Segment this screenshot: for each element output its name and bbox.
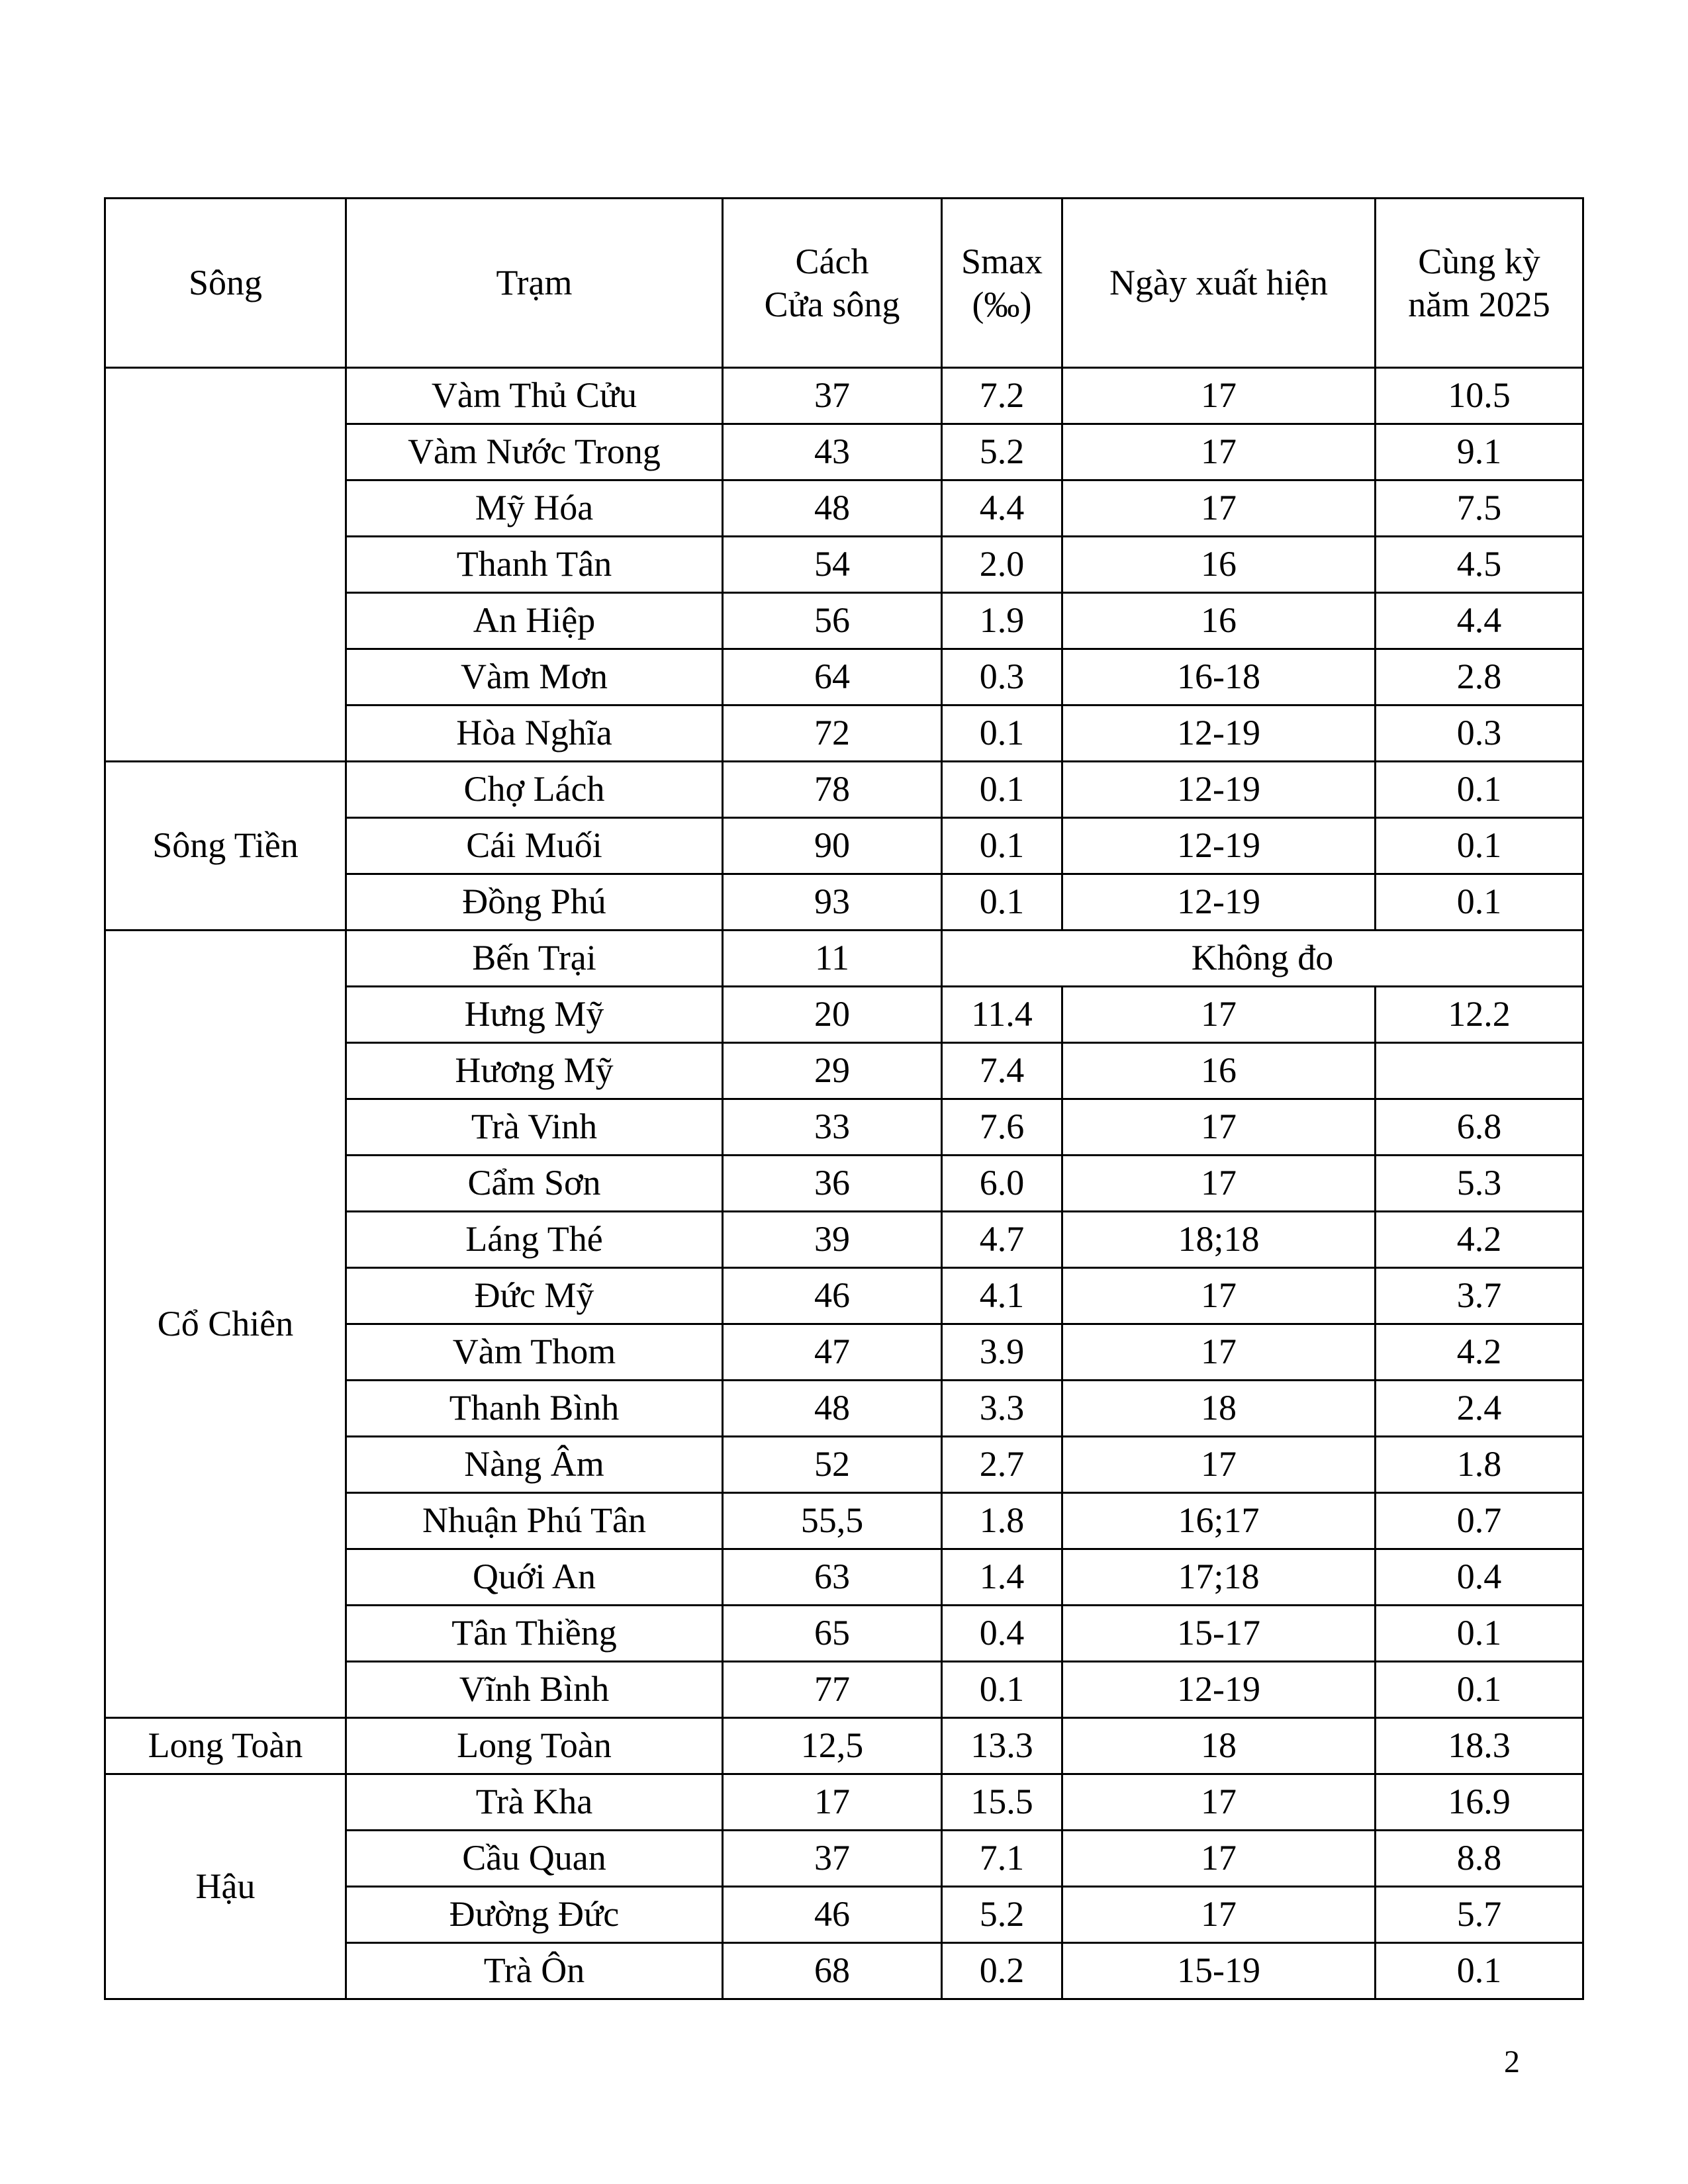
cell-tram: Cầu Quan [346,1831,723,1887]
cell-smax: 15.5 [942,1774,1062,1831]
cell-cach-cua-song: 36 [723,1156,942,1212]
header-song: Sông [105,199,346,368]
cell-cung-ky: 7.5 [1376,480,1583,537]
cell-ngay-xuat-hien: 16-18 [1062,649,1376,705]
cell-cach-cua-song: 77 [723,1662,942,1718]
cell-cach-cua-song: 56 [723,593,942,649]
page-number: 2 [1504,2044,1520,2079]
cell-tram: Long Toàn [346,1718,723,1774]
cell-smax: 7.2 [942,368,1062,424]
header-cung-ky [1376,199,1583,368]
cell-cung-ky: 16.9 [1376,1774,1583,1831]
cell-cach-cua-song: 64 [723,649,942,705]
cell-ngay-xuat-hien: 17 [1062,1831,1376,1887]
cell-ngay-xuat-hien: 17 [1062,1324,1376,1381]
cell-cach-cua-song: 20 [723,987,942,1043]
table-row [105,368,1583,424]
cell-tram: Chợ Lách [346,762,723,818]
cell-smax: 4.1 [942,1268,1062,1324]
cell-ngay-xuat-hien: 15-19 [1062,1943,1376,1999]
cell-ngay-xuat-hien: 17 [1062,1437,1376,1493]
cell-cung-ky: 0.3 [1376,705,1583,762]
cell-ngay-xuat-hien: 15-17 [1062,1606,1376,1662]
cell-ngay-xuat-hien: 16 [1062,593,1376,649]
cell-smax: 7.4 [942,1043,1062,1099]
cell-cach-cua-song: 17 [723,1774,942,1831]
cell-smax: 0.1 [942,1662,1062,1718]
cell-cung-ky: 8.8 [1376,1831,1583,1887]
cell-smax: 0.4 [942,1606,1062,1662]
cell-smax: 2.7 [942,1437,1062,1493]
cell-tram: Thanh Bình [346,1381,723,1437]
cell-ngay-xuat-hien: 17 [1062,1099,1376,1156]
cell-cach-cua-song: 43 [723,424,942,480]
cell-cach-cua-song: 54 [723,537,942,593]
cell-cung-ky: 0.1 [1376,1606,1583,1662]
cell-tram: Vàm Nước Trong [346,424,723,480]
cell-cach-cua-song: 48 [723,480,942,537]
cell-ngay-xuat-hien: 17 [1062,1774,1376,1831]
cell-cung-ky: 5.7 [1376,1887,1583,1943]
cell-ngay-xuat-hien: 12-19 [1062,874,1376,931]
cell-tram: Tân Thiềng [346,1606,723,1662]
cell-smax: 7.1 [942,1831,1062,1887]
cell-tram: Hưng Mỹ [346,987,723,1043]
header-cach-line2: Cửa sông [764,284,900,324]
cell-smax: 3.9 [942,1324,1062,1381]
cell-cach-cua-song: 37 [723,1831,942,1887]
cell-smax: 5.2 [942,1887,1062,1943]
cell-tram: Trà Ôn [346,1943,723,1999]
header-cach-cua-song [723,199,942,368]
cell-tram: Cái Muối [346,818,723,874]
cell-tram: Nhuận Phú Tân [346,1493,723,1549]
cell-cung-ky: 0.1 [1376,1943,1583,1999]
cell-tram: Vàm Thom [346,1324,723,1381]
cell-tram: Cẩm Sơn [346,1156,723,1212]
cell-ngay-xuat-hien: 16 [1062,1043,1376,1099]
cell-ngay-xuat-hien: 18;18 [1062,1212,1376,1268]
cell-cung-ky: 4.2 [1376,1324,1583,1381]
cell-cach-cua-song: 33 [723,1099,942,1156]
cell-smax: 0.2 [942,1943,1062,1999]
cell-cach-cua-song: 63 [723,1549,942,1606]
header-ngay-xuat-hien: Ngày xuất hiện [1062,199,1376,368]
cell-cung-ky: 4.2 [1376,1212,1583,1268]
cell-cung-ky: 9.1 [1376,424,1583,480]
cell-tram: Nàng Âm [346,1437,723,1493]
header-smax-line2: (‰) [972,284,1032,324]
cell-smax: 5.2 [942,424,1062,480]
cell-cung-ky: 1.8 [1376,1437,1583,1493]
cell-ngay-xuat-hien: 17 [1062,1156,1376,1212]
cell-ngay-xuat-hien: 16;17 [1062,1493,1376,1549]
cell-tram: Đồng Phú [346,874,723,931]
cell-ngay-xuat-hien: 12-19 [1062,762,1376,818]
cell-tram: Quới An [346,1549,723,1606]
cell-tram: Vĩnh Bình [346,1662,723,1718]
cell-smax: 1.8 [942,1493,1062,1549]
cell-cach-cua-song: 72 [723,705,942,762]
cell-cung-ky: 5.3 [1376,1156,1583,1212]
cell-smax: 6.0 [942,1156,1062,1212]
table-header-row [105,199,1583,368]
header-cach-line1: Cách [795,241,869,281]
cell-ngay-xuat-hien: 17 [1062,368,1376,424]
cell-smax: 11.4 [942,987,1062,1043]
cell-song [105,368,346,762]
cell-tram: Đường Đức [346,1887,723,1943]
cell-cung-ky: 4.5 [1376,537,1583,593]
cell-cung-ky: 2.4 [1376,1381,1583,1437]
cell-cach-cua-song: 68 [723,1943,942,1999]
header-cung-ky-line2: năm 2025 [1408,284,1550,324]
cell-cung-ky: 0.4 [1376,1549,1583,1606]
cell-ngay-xuat-hien: 17 [1062,1268,1376,1324]
cell-cach-cua-song: 55,5 [723,1493,942,1549]
cell-ngay-xuat-hien: 17 [1062,987,1376,1043]
cell-cach-cua-song: 48 [723,1381,942,1437]
salinity-table [104,197,1584,2000]
cell-cung-ky: 0.1 [1376,762,1583,818]
cell-smax: 0.1 [942,762,1062,818]
cell-song: Hậu [105,1774,346,1999]
cell-smax: 0.1 [942,818,1062,874]
cell-tram: Bến Trại [346,931,723,987]
cell-cach-cua-song: 29 [723,1043,942,1099]
cell-cach-cua-song: 11 [723,931,942,987]
cell-tram: Mỹ Hóa [346,480,723,537]
cell-smax: 13.3 [942,1718,1062,1774]
cell-cung-ky: 0.1 [1376,874,1583,931]
cell-cung-ky: 3.7 [1376,1268,1583,1324]
cell-tram: Đức Mỹ [346,1268,723,1324]
table-body [105,368,1583,1999]
header-smax [942,199,1062,368]
cell-smax: 7.6 [942,1099,1062,1156]
cell-smax: 0.1 [942,874,1062,931]
cell-smax: 1.9 [942,593,1062,649]
cell-ngay-xuat-hien: 17 [1062,1887,1376,1943]
cell-tram: Hương Mỹ [346,1043,723,1099]
cell-cach-cua-song: 46 [723,1268,942,1324]
cell-cach-cua-song: 52 [723,1437,942,1493]
cell-cung-ky: 4.4 [1376,593,1583,649]
cell-cach-cua-song: 65 [723,1606,942,1662]
cell-smax: 1.4 [942,1549,1062,1606]
cell-ngay-xuat-hien: 18 [1062,1718,1376,1774]
cell-tram: Vàm Thủ Cửu [346,368,723,424]
cell-cung-ky: 0.1 [1376,1662,1583,1718]
cell-cung-ky: 18.3 [1376,1718,1583,1774]
cell-ngay-xuat-hien: 17 [1062,424,1376,480]
cell-smax: 3.3 [942,1381,1062,1437]
cell-ngay-xuat-hien: 12-19 [1062,705,1376,762]
cell-cach-cua-song: 46 [723,1887,942,1943]
table-row [105,762,1583,818]
cell-smax: 4.7 [942,1212,1062,1268]
cell-tram: Vàm Mơn [346,649,723,705]
table-row [105,1718,1583,1774]
cell-cung-ky: 0.1 [1376,818,1583,874]
cell-cach-cua-song: 39 [723,1212,942,1268]
cell-cach-cua-song: 93 [723,874,942,931]
cell-song: Sông Tiền [105,762,346,931]
cell-cung-ky: 10.5 [1376,368,1583,424]
table-row [105,1774,1583,1831]
cell-tram: Thanh Tân [346,537,723,593]
cell-cung-ky: 2.8 [1376,649,1583,705]
cell-tram: An Hiệp [346,593,723,649]
cell-cach-cua-song: 90 [723,818,942,874]
cell-song: Long Toàn [105,1718,346,1774]
cell-ngay-xuat-hien: 17;18 [1062,1549,1376,1606]
cell-tram: Trà Kha [346,1774,723,1831]
cell-tram: Trà Vinh [346,1099,723,1156]
cell-cung-ky: 6.8 [1376,1099,1583,1156]
cell-song: Cổ Chiên [105,931,346,1718]
header-smax-line1: Smax [961,241,1043,281]
cell-ngay-xuat-hien: 17 [1062,480,1376,537]
cell-ngay-xuat-hien: 12-19 [1062,1662,1376,1718]
cell-smax: 2.0 [942,537,1062,593]
cell-cach-cua-song: 78 [723,762,942,818]
header-tram: Trạm [346,199,723,368]
cell-tram: Láng Thé [346,1212,723,1268]
cell-cach-cua-song: 12,5 [723,1718,942,1774]
cell-khong-do: Không đo [942,931,1583,987]
cell-cach-cua-song: 47 [723,1324,942,1381]
cell-ngay-xuat-hien: 16 [1062,537,1376,593]
cell-cach-cua-song: 37 [723,368,942,424]
cell-smax: 0.1 [942,705,1062,762]
cell-cung-ky: 0.7 [1376,1493,1583,1549]
cell-ngay-xuat-hien: 12-19 [1062,818,1376,874]
cell-smax: 4.4 [942,480,1062,537]
cell-cung-ky: 12.2 [1376,987,1583,1043]
cell-ngay-xuat-hien: 18 [1062,1381,1376,1437]
header-cung-ky-line1: Cùng kỳ [1418,241,1540,281]
cell-cung-ky [1376,1043,1583,1099]
cell-tram: Hòa Nghĩa [346,705,723,762]
table-row [105,931,1583,987]
cell-smax: 0.3 [942,649,1062,705]
